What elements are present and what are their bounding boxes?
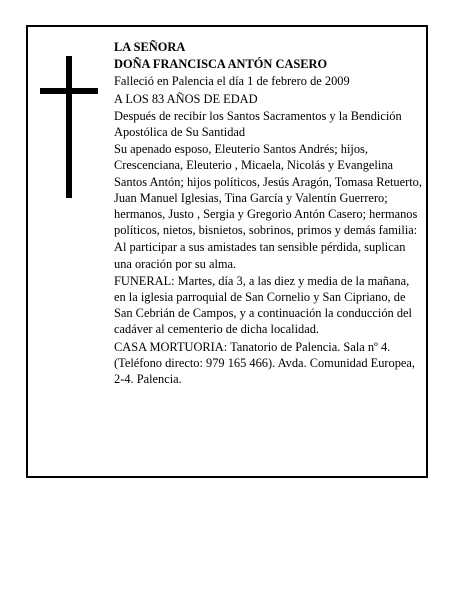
cross-horizontal-bar <box>40 88 98 94</box>
family-paragraph: Su apenado esposo, Eleuterio Santos Andrés; hijos, Crescenciana, Eleuterio , Micaela, Nicolás y Evangelina Santos Antón; hijos políticos, Jesús Aragón, Tomasa Retuerto, Juan Manuel Iglesias, Tina García y Valentín Guerrero; hermanos, Justo , Sergia y Gregorio Antón Casero; hermanos políticos, nietos, bisnietos, sobrinos, primos y demás familia: <box>114 142 422 238</box>
deceased-name: DOÑA FRANCISCA ANTÓN CASERO <box>114 57 328 72</box>
death-line: Falleció en Palencia el día 1 de febrero de 2009 <box>114 74 350 89</box>
age-line: A LOS 83 AÑOS DE EDAD <box>114 91 258 106</box>
sacraments-paragraph: Después de recibir los Santos Sacramentos y la Bendición Apostólica de Su Santidad <box>114 108 402 140</box>
request-paragraph: Al participar a sus amistades tan sensible pérdida, suplican una oración por su alma. <box>114 240 406 271</box>
funeral-paragraph: FUNERAL: Martes, día 3, a las diez y media de la mañana, en la iglesia parroquial de San Cornelio y San Cipriano, de San Cebrián de Campos, y a continuación la conducción del cadáver al cementerio de dicha localidad. <box>114 273 412 337</box>
title-line: LA SEÑORA <box>114 40 186 54</box>
mortuary-paragraph: CASA MORTUORIA: Tanatorio de Palencia. Sala nº 4. (Teléfono directo: 979 165 466). Avda. Comunidad Europea, 2-4. Palencia. <box>114 339 416 387</box>
latin-cross-icon <box>40 56 98 198</box>
obituary-text <box>114 39 422 388</box>
obituary-frame <box>26 25 428 478</box>
cross-vertical-bar <box>66 56 72 198</box>
